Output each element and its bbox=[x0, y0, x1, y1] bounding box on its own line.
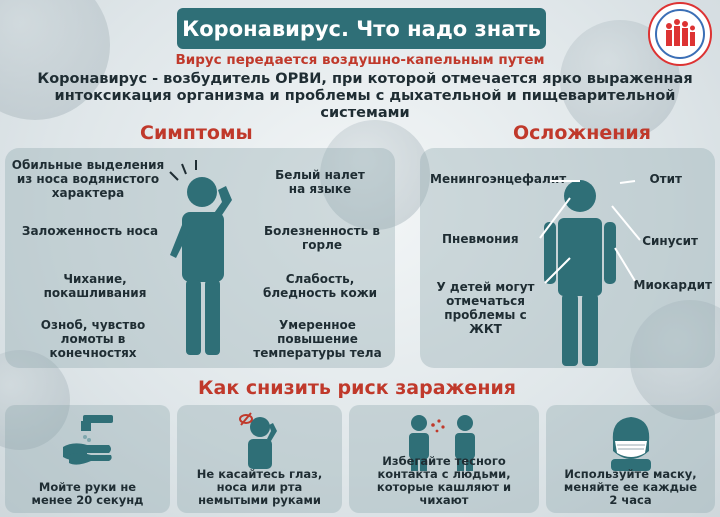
prevention-item-2 bbox=[177, 405, 342, 513]
prevention-item-1 bbox=[5, 405, 170, 513]
complication-right-1: Отит bbox=[649, 172, 682, 186]
prevention-item-3 bbox=[349, 405, 539, 513]
symptom-left-2: Заложенность носа bbox=[21, 224, 159, 238]
sick-person-icon bbox=[160, 160, 250, 360]
symptom-left-3: Чихание, покашливания bbox=[43, 272, 147, 300]
complication-left-2: Пневмония bbox=[442, 232, 519, 246]
prevention-label-3: Избегайте тесного контакта с людьми, которые кашляют и чихают bbox=[376, 454, 512, 507]
symptom-right-2: Болезненность в горле bbox=[264, 224, 380, 252]
complication-left-3: У детей могут отмечаться проблемы с ЖКТ bbox=[436, 280, 535, 336]
symptom-left-4: Озноб, чувство ломоты в конечностях bbox=[40, 318, 146, 360]
subtitle: Вирус передается воздушно-капельным путем bbox=[175, 52, 545, 68]
symptom-right-4: Умеренное повышение температуры тела bbox=[253, 318, 382, 360]
description: Коронавирус - возбудитель ОРВИ, при которой отмечается ярко выраженная интоксикация организма и проблемы с дыхательной и пищеварительной системами bbox=[37, 71, 693, 121]
symptom-right-1: Белый налет на языке bbox=[275, 168, 365, 196]
complication-right-2: Синусит bbox=[642, 234, 698, 248]
prevention-item-4 bbox=[546, 405, 715, 513]
prevention-label-2: Не касайтесь глаз, носа или рта немытыми руками bbox=[196, 467, 323, 507]
symptoms-title: Симптомы bbox=[140, 122, 253, 144]
symptom-left-1: Обильные выделения из носа водянистого характера bbox=[11, 158, 165, 200]
hand-wash-icon bbox=[53, 411, 123, 475]
symptom-right-3: Слабость, бледность кожи bbox=[262, 272, 378, 300]
complications-title: Осложнения bbox=[513, 122, 651, 144]
complication-right-3: Миокардит bbox=[633, 278, 712, 292]
page-title: Коронавирус. Что надо знать bbox=[177, 8, 546, 49]
complication-pointer-lines bbox=[420, 148, 715, 368]
prevention-title: Как снизить риск заражения bbox=[198, 377, 516, 399]
prevention-label-1: Мойте руки не менее 20 секунд bbox=[31, 480, 144, 507]
complication-left-1: Менингоэнцефалит bbox=[430, 172, 567, 186]
prevention-label-4: Используйте маску, меняйте ее каждые 2 часа bbox=[563, 467, 698, 507]
